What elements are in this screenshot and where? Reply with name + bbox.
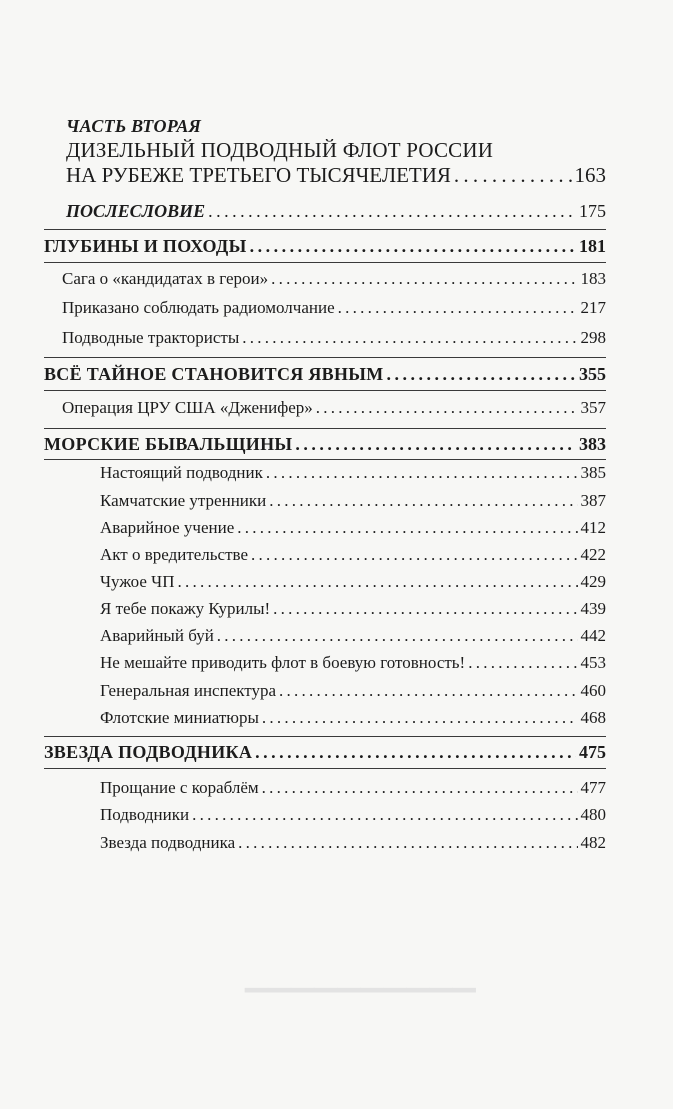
dot-leader [177, 572, 577, 592]
toc-section-glubiny[interactable] [44, 236, 606, 257]
section-divider [44, 229, 606, 230]
toc-page-number: 387 [580, 491, 606, 510]
dot-leader [468, 653, 577, 673]
toc-section-morskie[interactable] [44, 434, 606, 455]
toc-entry-title: Я тебе покажу Курилы! [100, 599, 271, 618]
toc-entry[interactable] [100, 491, 606, 511]
toc-page-number: 412 [580, 518, 606, 537]
toc-page-number: 422 [580, 545, 606, 564]
dot-leader [266, 463, 578, 483]
dot-leader [295, 434, 576, 455]
dot-leader [454, 163, 572, 188]
toc-entry-title: Акт о вредительстве [100, 545, 248, 564]
toc-entry[interactable] [100, 626, 606, 646]
toc-section-title: ВСЁ ТАЙНОЕ СТАНОВИТСЯ ЯВНЫМ [44, 364, 384, 384]
part-title-line-1: ДИЗЕЛЬНЫЙ ПОДВОДНЫЙ ФЛОТ РОССИИ [66, 138, 494, 162]
toc-entry-afterword[interactable] [66, 201, 606, 222]
toc-entry-title: Не мешайте приводить флот в боевую готовность! [100, 653, 466, 672]
dot-leader [279, 681, 577, 701]
toc-entry-title: Подводники [100, 805, 190, 824]
toc-entry-title: НА РУБЕЖЕ ТРЕТЬЕГО ТЫСЯЧЕЛЕТИЯ [66, 163, 451, 187]
section-divider [44, 768, 606, 769]
toc-entry-title: Флотские миниатюры [100, 708, 259, 727]
toc-entry[interactable] [100, 833, 606, 853]
toc-entry[interactable] [100, 653, 606, 673]
toc-page-number: 163 [574, 163, 606, 187]
toc-page-number: 298 [580, 328, 606, 347]
toc-entry[interactable] [100, 708, 606, 728]
toc-page-number: 477 [580, 778, 606, 797]
toc-page-number: 429 [580, 572, 606, 591]
dot-leader [217, 626, 578, 646]
show-through-text: ▁▁▁▁▁▁▁▁▁▁ [245, 959, 476, 992]
toc-page-number: 439 [580, 599, 606, 618]
toc-page-number: 357 [580, 398, 606, 417]
toc-page-number: 482 [580, 833, 606, 852]
toc-entry-title: Приказано соблюдать радиомолчание [62, 298, 335, 317]
toc-page-number: 453 [580, 653, 606, 672]
toc-entry[interactable] [100, 518, 606, 538]
toc-entry[interactable] [62, 298, 606, 318]
section-divider [44, 428, 606, 429]
dot-leader [242, 328, 577, 348]
toc-entry-title: Аварийное учение [100, 518, 235, 537]
toc-page-number: 355 [579, 364, 606, 384]
toc-entry[interactable] [100, 778, 606, 798]
toc-page-number: 480 [580, 805, 606, 824]
dot-leader [238, 833, 577, 853]
dot-leader [271, 269, 577, 289]
toc-page-number: 442 [580, 626, 606, 645]
toc-entry[interactable] [100, 599, 606, 619]
dot-leader [237, 518, 577, 538]
toc-entry[interactable] [100, 463, 606, 483]
toc-entry[interactable] [62, 328, 606, 348]
dot-leader [250, 236, 576, 257]
dot-leader [208, 201, 576, 222]
toc-entry-title: ПОСЛЕСЛОВИЕ [66, 201, 206, 221]
dot-leader [192, 805, 577, 825]
toc-section-title: ЗВЕЗДА ПОДВОДНИКА [44, 742, 253, 762]
toc-entry-title: Камчатские утренники [100, 491, 267, 510]
toc-entry-title: Подводные трактористы [62, 328, 240, 347]
toc-page-number: 217 [580, 298, 606, 317]
section-divider [44, 390, 606, 391]
toc-entry[interactable] [62, 398, 606, 418]
toc-entry-part-two[interactable] [66, 163, 606, 188]
section-divider [44, 357, 606, 358]
toc-section-tainoe[interactable] [44, 364, 606, 385]
toc-section-title: МОРСКИЕ БЫВАЛЬЩИНЫ [44, 434, 293, 454]
dot-leader [255, 742, 576, 763]
part-label: ЧАСТЬ ВТОРАЯ [66, 116, 202, 136]
toc-entry[interactable] [100, 545, 606, 565]
section-divider [44, 262, 606, 263]
toc-page-number: 385 [580, 463, 606, 482]
dot-leader [262, 778, 578, 798]
toc-entry-title: Звезда подводника [100, 833, 236, 852]
dot-leader [262, 708, 578, 728]
dot-leader [338, 298, 578, 318]
toc-entry-title: Настоящий подводник [100, 463, 263, 482]
toc-entry-title: Аварийный буй [100, 626, 214, 645]
toc-entry-title: Чужое ЧП [100, 572, 175, 591]
toc-entry-title: Сага о «кандидатах в герои» [62, 269, 269, 288]
dot-leader [251, 545, 578, 565]
toc-page-number: 183 [580, 269, 606, 288]
toc-entry[interactable] [100, 572, 606, 592]
toc-page-number: 175 [579, 201, 606, 221]
toc-page-number: 475 [579, 742, 606, 762]
toc-entry[interactable] [100, 805, 606, 825]
toc-page-number: 468 [580, 708, 606, 727]
toc-page-number: 383 [579, 434, 606, 454]
toc-section-zvezda[interactable] [44, 742, 606, 763]
dot-leader [269, 491, 577, 511]
toc-section-title: ГЛУБИНЫ И ПОХОДЫ [44, 236, 247, 256]
toc-entry-title: Операция ЦРУ США «Дженифер» [62, 398, 313, 417]
dot-leader [273, 599, 577, 619]
toc-entry[interactable] [62, 269, 606, 289]
section-divider [44, 736, 606, 737]
toc-entry-title: Генеральная инспектура [100, 681, 277, 700]
toc-page-number: 181 [579, 236, 606, 256]
dot-leader [316, 398, 578, 418]
toc-page-number: 460 [580, 681, 606, 700]
toc-entry[interactable] [100, 681, 606, 701]
toc-entry-title: Прощание с кораблём [100, 778, 259, 797]
dot-leader [387, 364, 576, 385]
section-divider [44, 459, 606, 460]
